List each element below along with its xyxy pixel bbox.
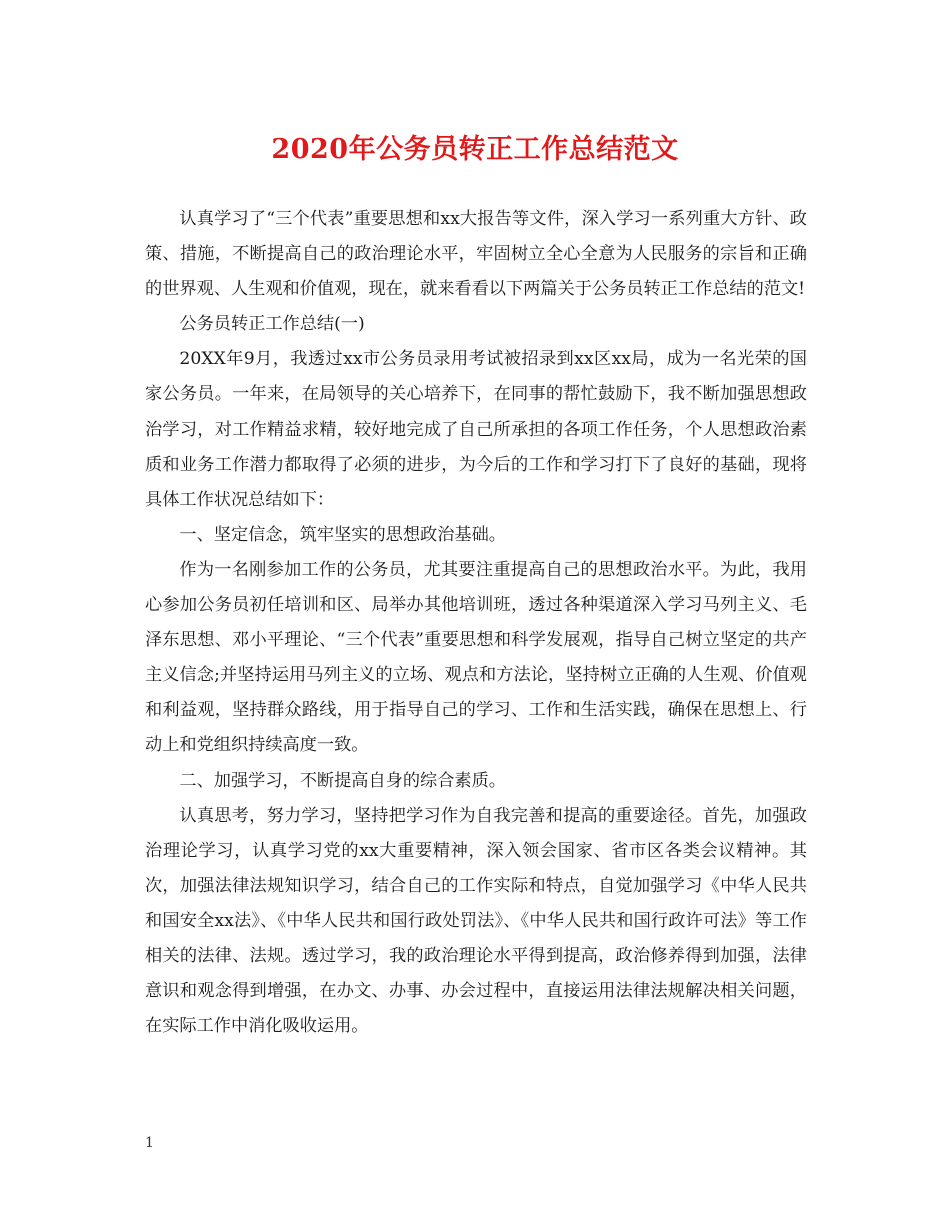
section-heading-study: 二、加强学习，不断提高自身的综合素质。 — [179, 770, 506, 791]
section-heading-belief: 一、坚定信念，筑牢坚实的思想政治基础。 — [179, 524, 506, 545]
paragraph-study: 认真思考，努力学习，坚持把学习作为自我完善和提高的重要途径。首先，加强政治理论学习，认真学习党的xx大重要精神，深入领会国家、省市区各类会议精神。其次，加强法律法规知识学习，结合自己的工作实际和特点，自觉加强学习《中华人民共和国安全xx法》、《中华人民共和国行政处罚法》、《中华人民共和国行政许可法》等工作相关的法律、法规。透过学习，我的政治理论水平得到提高，政治修养得到加强，法律意识和观念得到增强，在办文、办事、办会过程中，直接运用法律法规解决相关问题，在实际工作中消化吸收运用。 — [145, 805, 807, 1037]
paragraph-belief: 作为一名刚参加工作的公务员，尤其要注重提高自己的思想政治水平。为此，我用心参加公务员初任培训和区、局举办其他培训班，透过各种渠道深入学习马列主义、毛泽东思想、邓小平理论、“三个代表”重要思想和科学发展观，指导自己树立坚定的共产主义信念;并坚持运用马列主义的立场、观点和方法论，坚持树立正确的人生观、价值观和利益观，坚持群众路线，用于指导自己的学习、工作和生活实践，确保在思想上、行动上和党组织持续高度一致。 — [145, 559, 807, 756]
page-number: 1 — [145, 1135, 154, 1151]
section-heading-summary-one: 公务员转正工作总结(一) — [179, 314, 365, 335]
document-title: 2020年公务员转正工作总结范文 — [271, 134, 679, 165]
document-body — [145, 202, 807, 1044]
paragraph-overview: 20XX年9月，我透过xx市公务员录用考试被招录到xx区xx局，成为一名光荣的国家公务员。一年来，在局领导的关心培养下，在同事的帮忙鼓励下，我不断加强思想政治学习，对工作精益求精，较好地完成了自己所承担的各项工作任务，个人思想政治素质和业务工作潜力都取得了必须的进步，为今后的工作和学习打下了良好的基础，现将具体工作状况总结如下： — [145, 349, 807, 510]
paragraph-intro: 认真学习了“三个代表”重要思想和xx大报告等文件，深入学习一系列重大方针、政策、措施，不断提高自己的政治理论水平，牢固树立全心全意为人民服务的宗旨和正确的世界观、人生观和价值观，现在，就来看看以下两篇关于公务员转正工作总结的范文! — [145, 209, 807, 300]
